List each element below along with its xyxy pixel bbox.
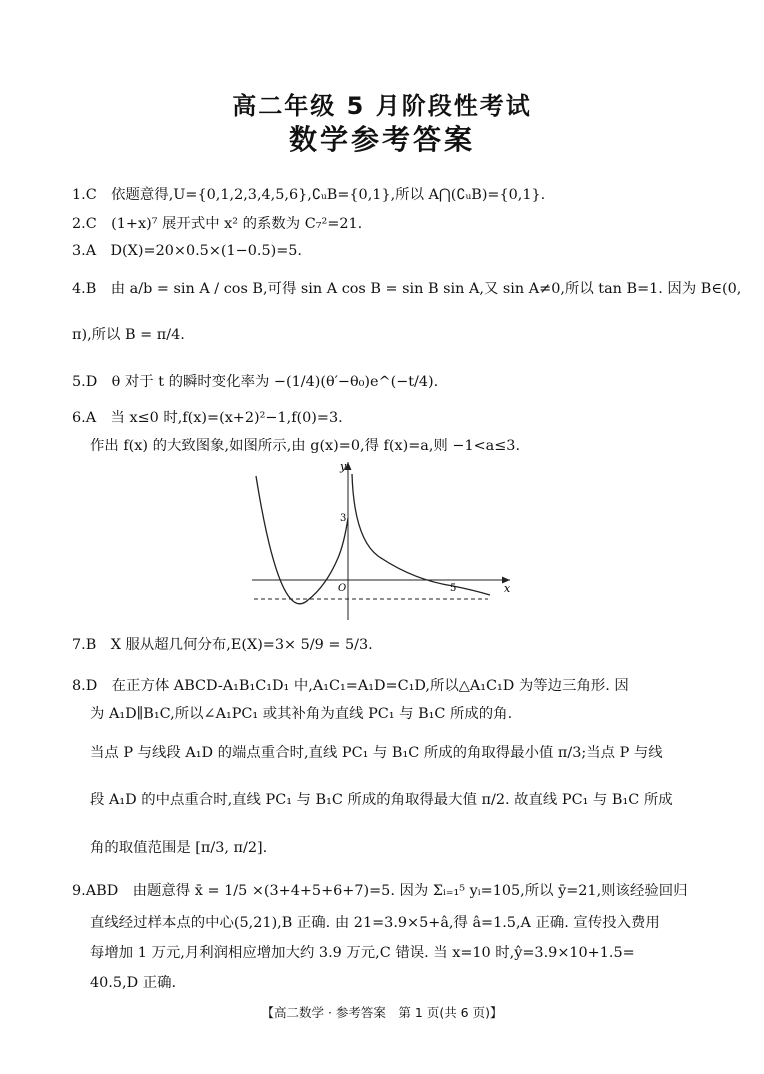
answer-4-line-1: 4.B 由 a/b = sin A / cos B,可得 sin A cos B = sin B sin A,又 sin A≠0,所以 tan B=1. 因为 B∈(0,: [72, 281, 742, 297]
answer-9-line-3: 每增加 1 万元,月利润相应增加大约 3.9 万元,C 错误. 当 x=10 时,ŷ=3.9×10+1.5=: [90, 945, 635, 961]
y-axis-label: y: [340, 460, 347, 473]
answer-9-line-2: 直线经过样本点的中心(5,21),B 正确. 由 21=3.9×5+â,得 â=1.5,A 正确. 宣传投入费用: [90, 915, 660, 931]
answer-8-line-3: 当点 P 与线段 A₁D 的端点重合时,直线 PC₁ 与 B₁C 所成的角取得最小值 π/3;当点 P 与线: [90, 745, 663, 761]
answer-3-line-1: 3.A D(X)=20×0.5×(1−0.5)=5.: [72, 243, 303, 259]
answer-1-line-1: 1.C 依题意得,U={0,1,2,3,4,5,6},∁ᵤB={0,1},所以 A⋂(∁ᵤB)={0,1}.: [72, 187, 546, 203]
answer-8-line-5: 角的取值范围是 [π/3, π/2].: [90, 840, 268, 856]
answer-9-line-4: 40.5,D 正确.: [90, 975, 177, 991]
page-subtitle: 数学参考答案: [288, 123, 475, 156]
y-tick-label: 3: [340, 513, 347, 524]
function-graph: [248, 458, 518, 626]
x-tick-label: 5: [450, 583, 457, 594]
answer-5-line-1: 5.D θ 对于 t 的瞬时变化率为 −(1/4)(θ′−θ₀)e^(−t/4).: [72, 374, 439, 390]
answer-8-line-4: 段 A₁D 的中点重合时,直线 PC₁ 与 B₁C 所成的角取得最大值 π/2. 故直线 PC₁ 与 B₁C 所成: [90, 792, 673, 808]
answer-6-line-2: 作出 f(x) 的大致图象,如图所示,由 g(x)=0,得 f(x)=a,则 −1<a≤3.: [90, 438, 521, 454]
answer-8-line-1: 8.D 在正方体 ABCD-A₁B₁C₁D₁ 中,A₁C₁=A₁D=C₁D,所以△A₁C₁D 为等边三角形. 因: [72, 678, 629, 694]
answer-4-line-2: π),所以 B = π/4.: [72, 327, 185, 343]
curve-left-parabola: [256, 476, 348, 604]
x-axis-label: x: [504, 582, 511, 595]
answer-8-line-2: 为 A₁D∥B₁C,所以∠A₁PC₁ 或其补角为直线 PC₁ 与 B₁C 所成的角.: [90, 706, 513, 722]
answer-2-line-1: 2.C (1+x)⁷ 展开式中 x² 的系数为 C₇²=21.: [72, 216, 363, 232]
page-footer: 【高二数学 · 参考答案 第 1 页(共 6 页)】: [261, 1005, 503, 1020]
answer-6-line-1: 6.A 当 x≤0 时,f(x)=(x+2)²−1,f(0)=3.: [72, 410, 343, 426]
answer-7-line-1: 7.B X 服从超几何分布,E(X)=3× 5/9 = 5/3.: [72, 637, 373, 653]
answer-9-line-1: 9.ABD 由题意得 x̄ = 1/5 ×(3+4+5+6+7)=5. 因为 Σᵢ₌₁⁵ yᵢ=105,所以 ȳ=21,则该经验回归: [72, 883, 688, 899]
page-title: 高二年级 5 月阶段性考试: [232, 92, 532, 120]
curve-right-decay: [352, 474, 490, 595]
origin-label: O: [338, 583, 347, 594]
